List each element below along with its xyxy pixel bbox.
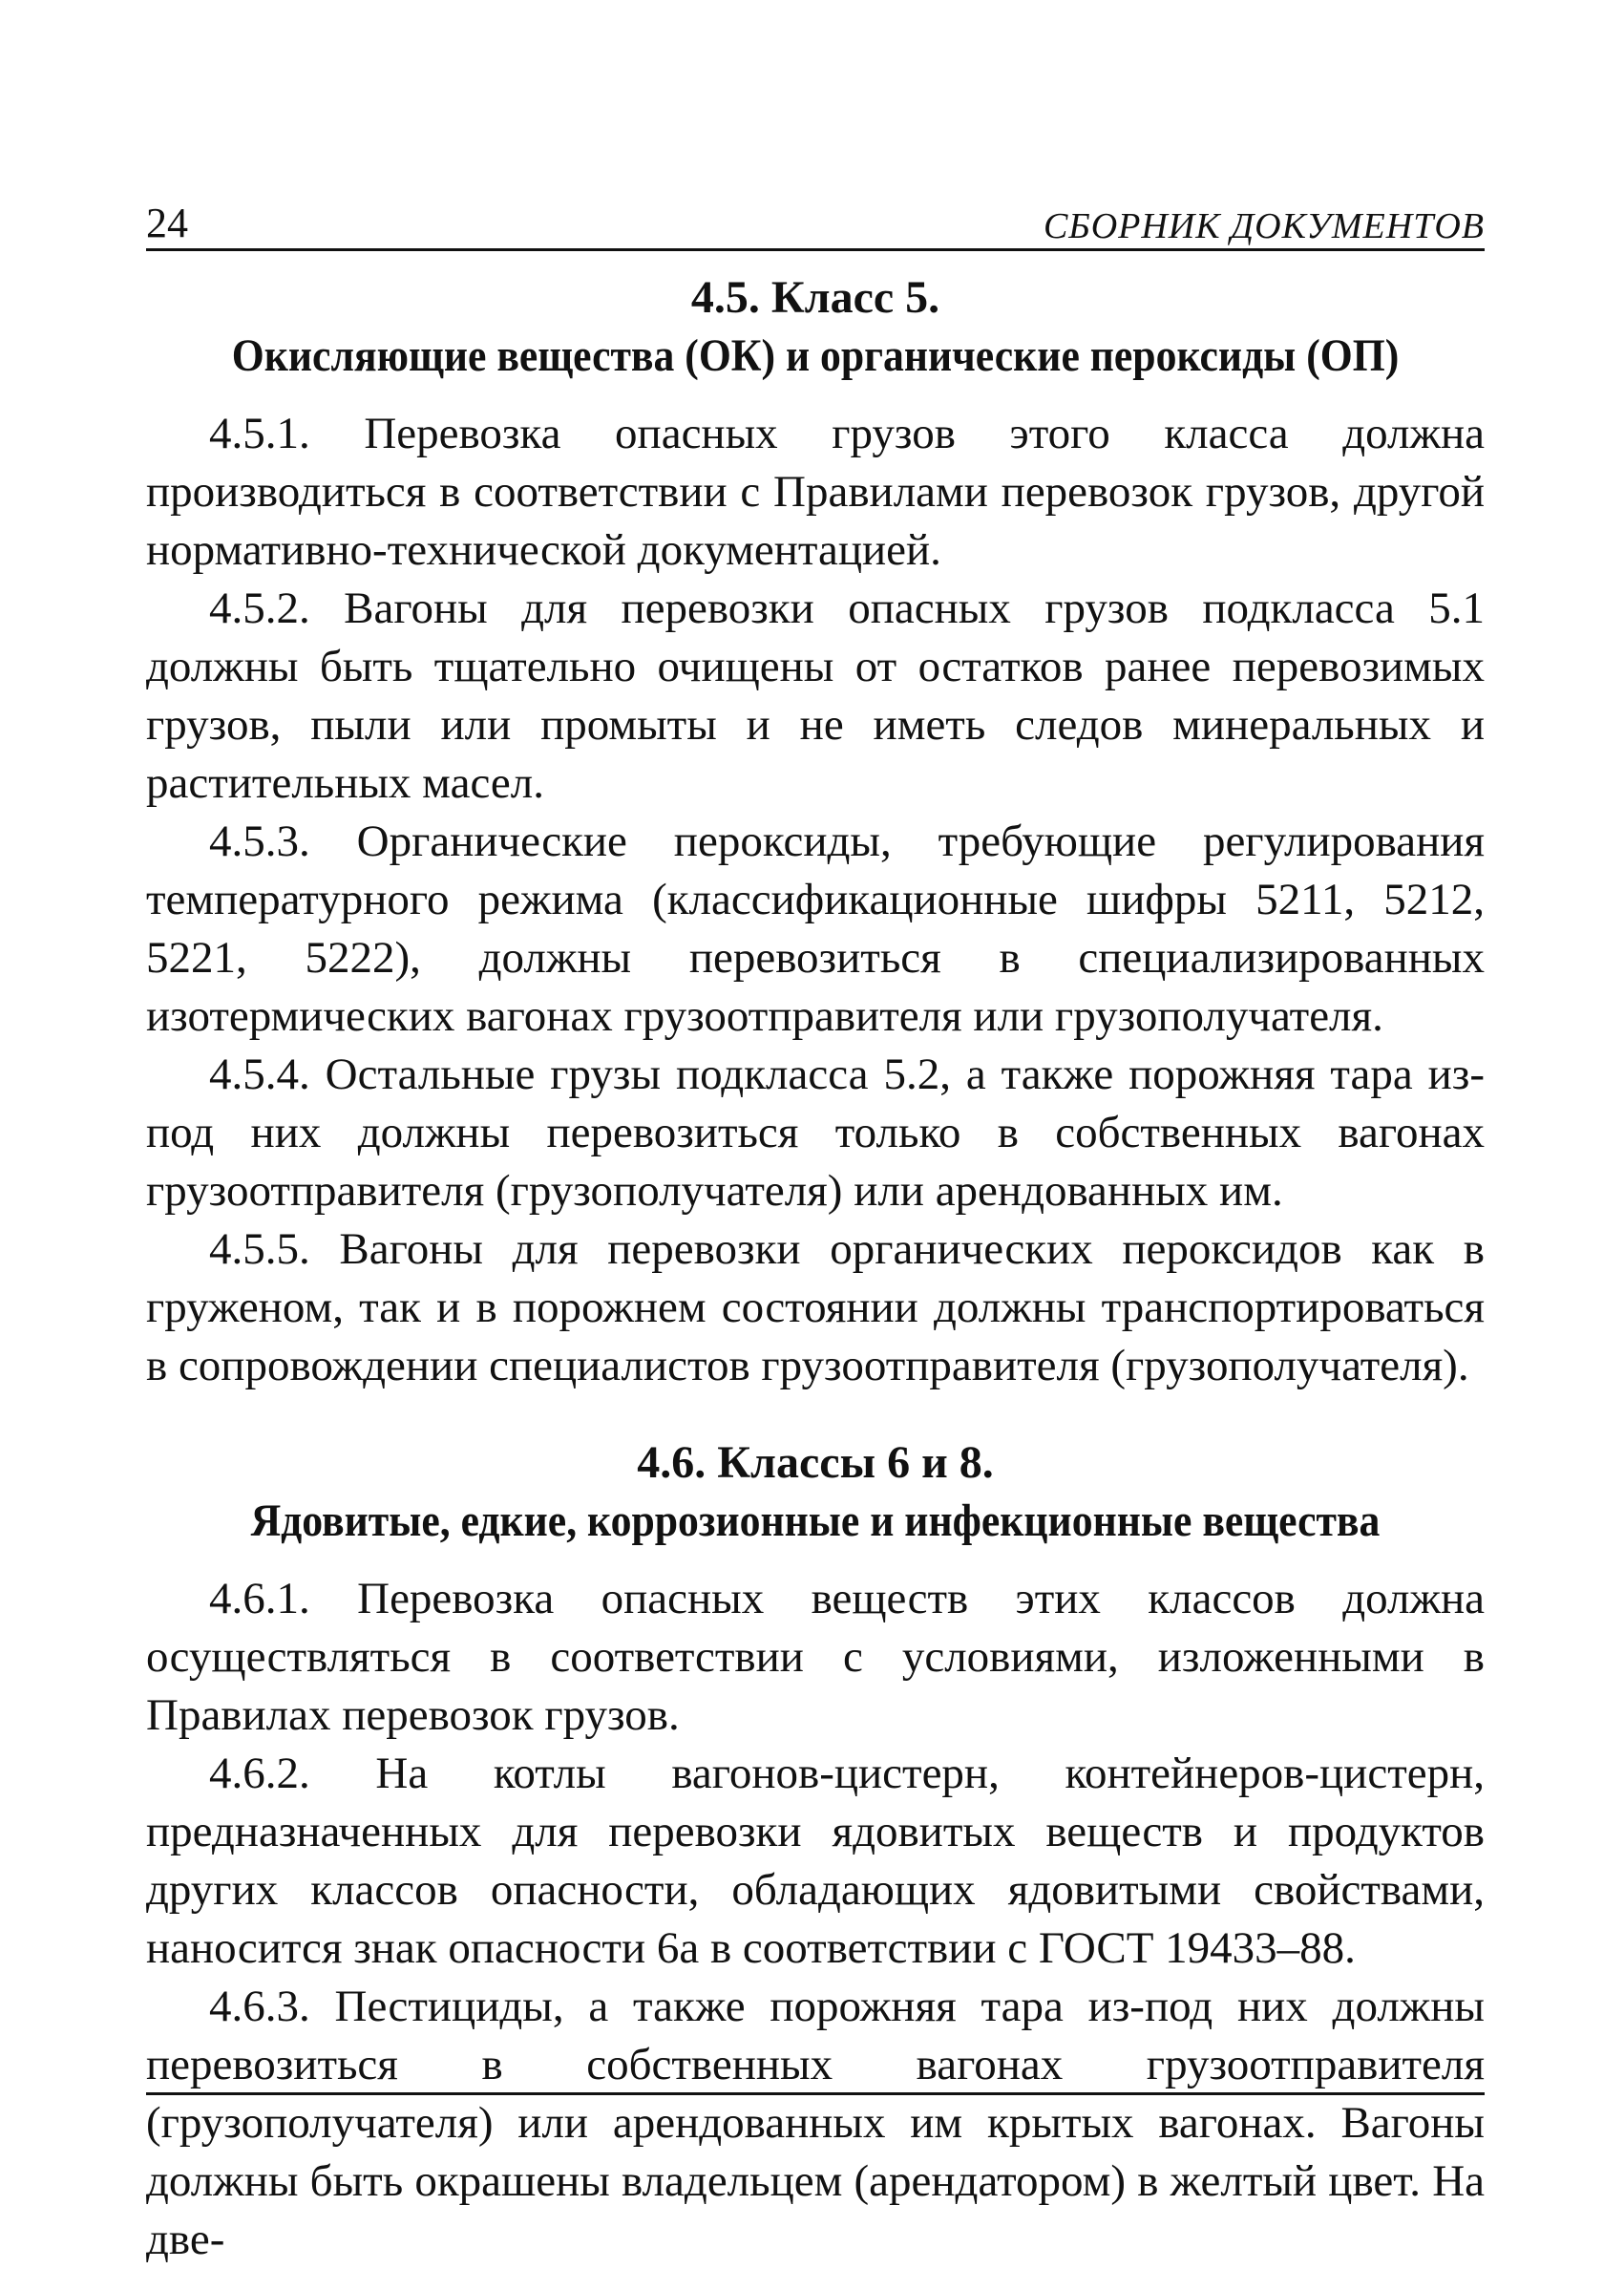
page-number: 24 [146, 200, 188, 246]
section-heading [146, 268, 1485, 385]
section-4-5 [146, 268, 1485, 1395]
section-heading [146, 1433, 1485, 1550]
running-header [146, 191, 1485, 251]
section-number-line: 4.5. Класс 5. [690, 272, 940, 323]
section-4-6 [146, 1433, 1485, 2269]
section-number-line: 4.6. Классы 6 и 8. [637, 1437, 994, 1488]
paragraph-4-5-4: 4.5.4. Остальные грузы подкласса 5.2, а также порожняя тара из-под них должны перевозиться только в собственных вагонах грузоотправителя (грузополучателя) или арендованных им. [146, 1050, 1485, 1216]
collection-title: СБОРНИК ДОКУМЕНТОВ [1043, 206, 1485, 246]
paragraph-4-5-1: 4.5.1. Перевозка опасных грузов этого класса должна производиться в соответствии с Правилами перевозок грузов, другой нормативно-технической документацией. [146, 409, 1485, 575]
footer-rule [146, 2092, 1485, 2095]
paragraph-4-6-3: 4.6.3. Пестициды, а также порожняя тара из-под них должны перевозиться в собственных вагонах грузоотправителя (грузополучателя) или арендованных им крытых вагонах. Вагоны должны быть окрашены владельцем (арендатором) в желтый цвет. На две- [146, 1982, 1485, 2264]
paragraph-4-6-2: 4.6.2. На котлы вагонов-цистерн, контейнеров-цистерн, предназначенных для перевозки ядовитых веществ и продуктов других классов опасности, обладающих ядовитыми свойствами, наносится знак опасности 6а в соответствии с ГОСТ 19433–88. [146, 1749, 1485, 1973]
paragraph-4-5-3: 4.5.3. Органические пероксиды, требующие регулирования температурного режима (классификационные шифры 5211, 5212, 5221, 5222), должны перевозиться в специализированных изотермических вагонах грузоотправителя или грузополучателя. [146, 816, 1485, 1041]
document-page [146, 191, 1485, 2269]
section-title-line: Окисляющие вещества (ОК) и органические пероксиды (ОП) [231, 330, 1400, 381]
paragraph-4-5-5: 4.5.5. Вагоны для перевозки органических пероксидов как в груженом, так и в порожнем состоянии должны транспортироваться в сопровождении специалистов грузоотправителя (грузополучателя). [146, 1224, 1485, 1390]
paragraph-4-6-1: 4.6.1. Перевозка опасных веществ этих классов должна осуществляться в соответствии с условиями, изложенными в Правилах перевозок грузов. [146, 1574, 1485, 1740]
paragraph-4-5-2: 4.5.2. Вагоны для перевозки опасных грузов подкласса 5.1 должны быть тщательно очищены от остатков ранее перевозимых грузов, пыли или промыты и не иметь следов минеральных и растительных масел. [146, 583, 1485, 808]
section-title-line: Ядовитые, едкие, коррозионные и инфекционные вещества [250, 1495, 1381, 1546]
